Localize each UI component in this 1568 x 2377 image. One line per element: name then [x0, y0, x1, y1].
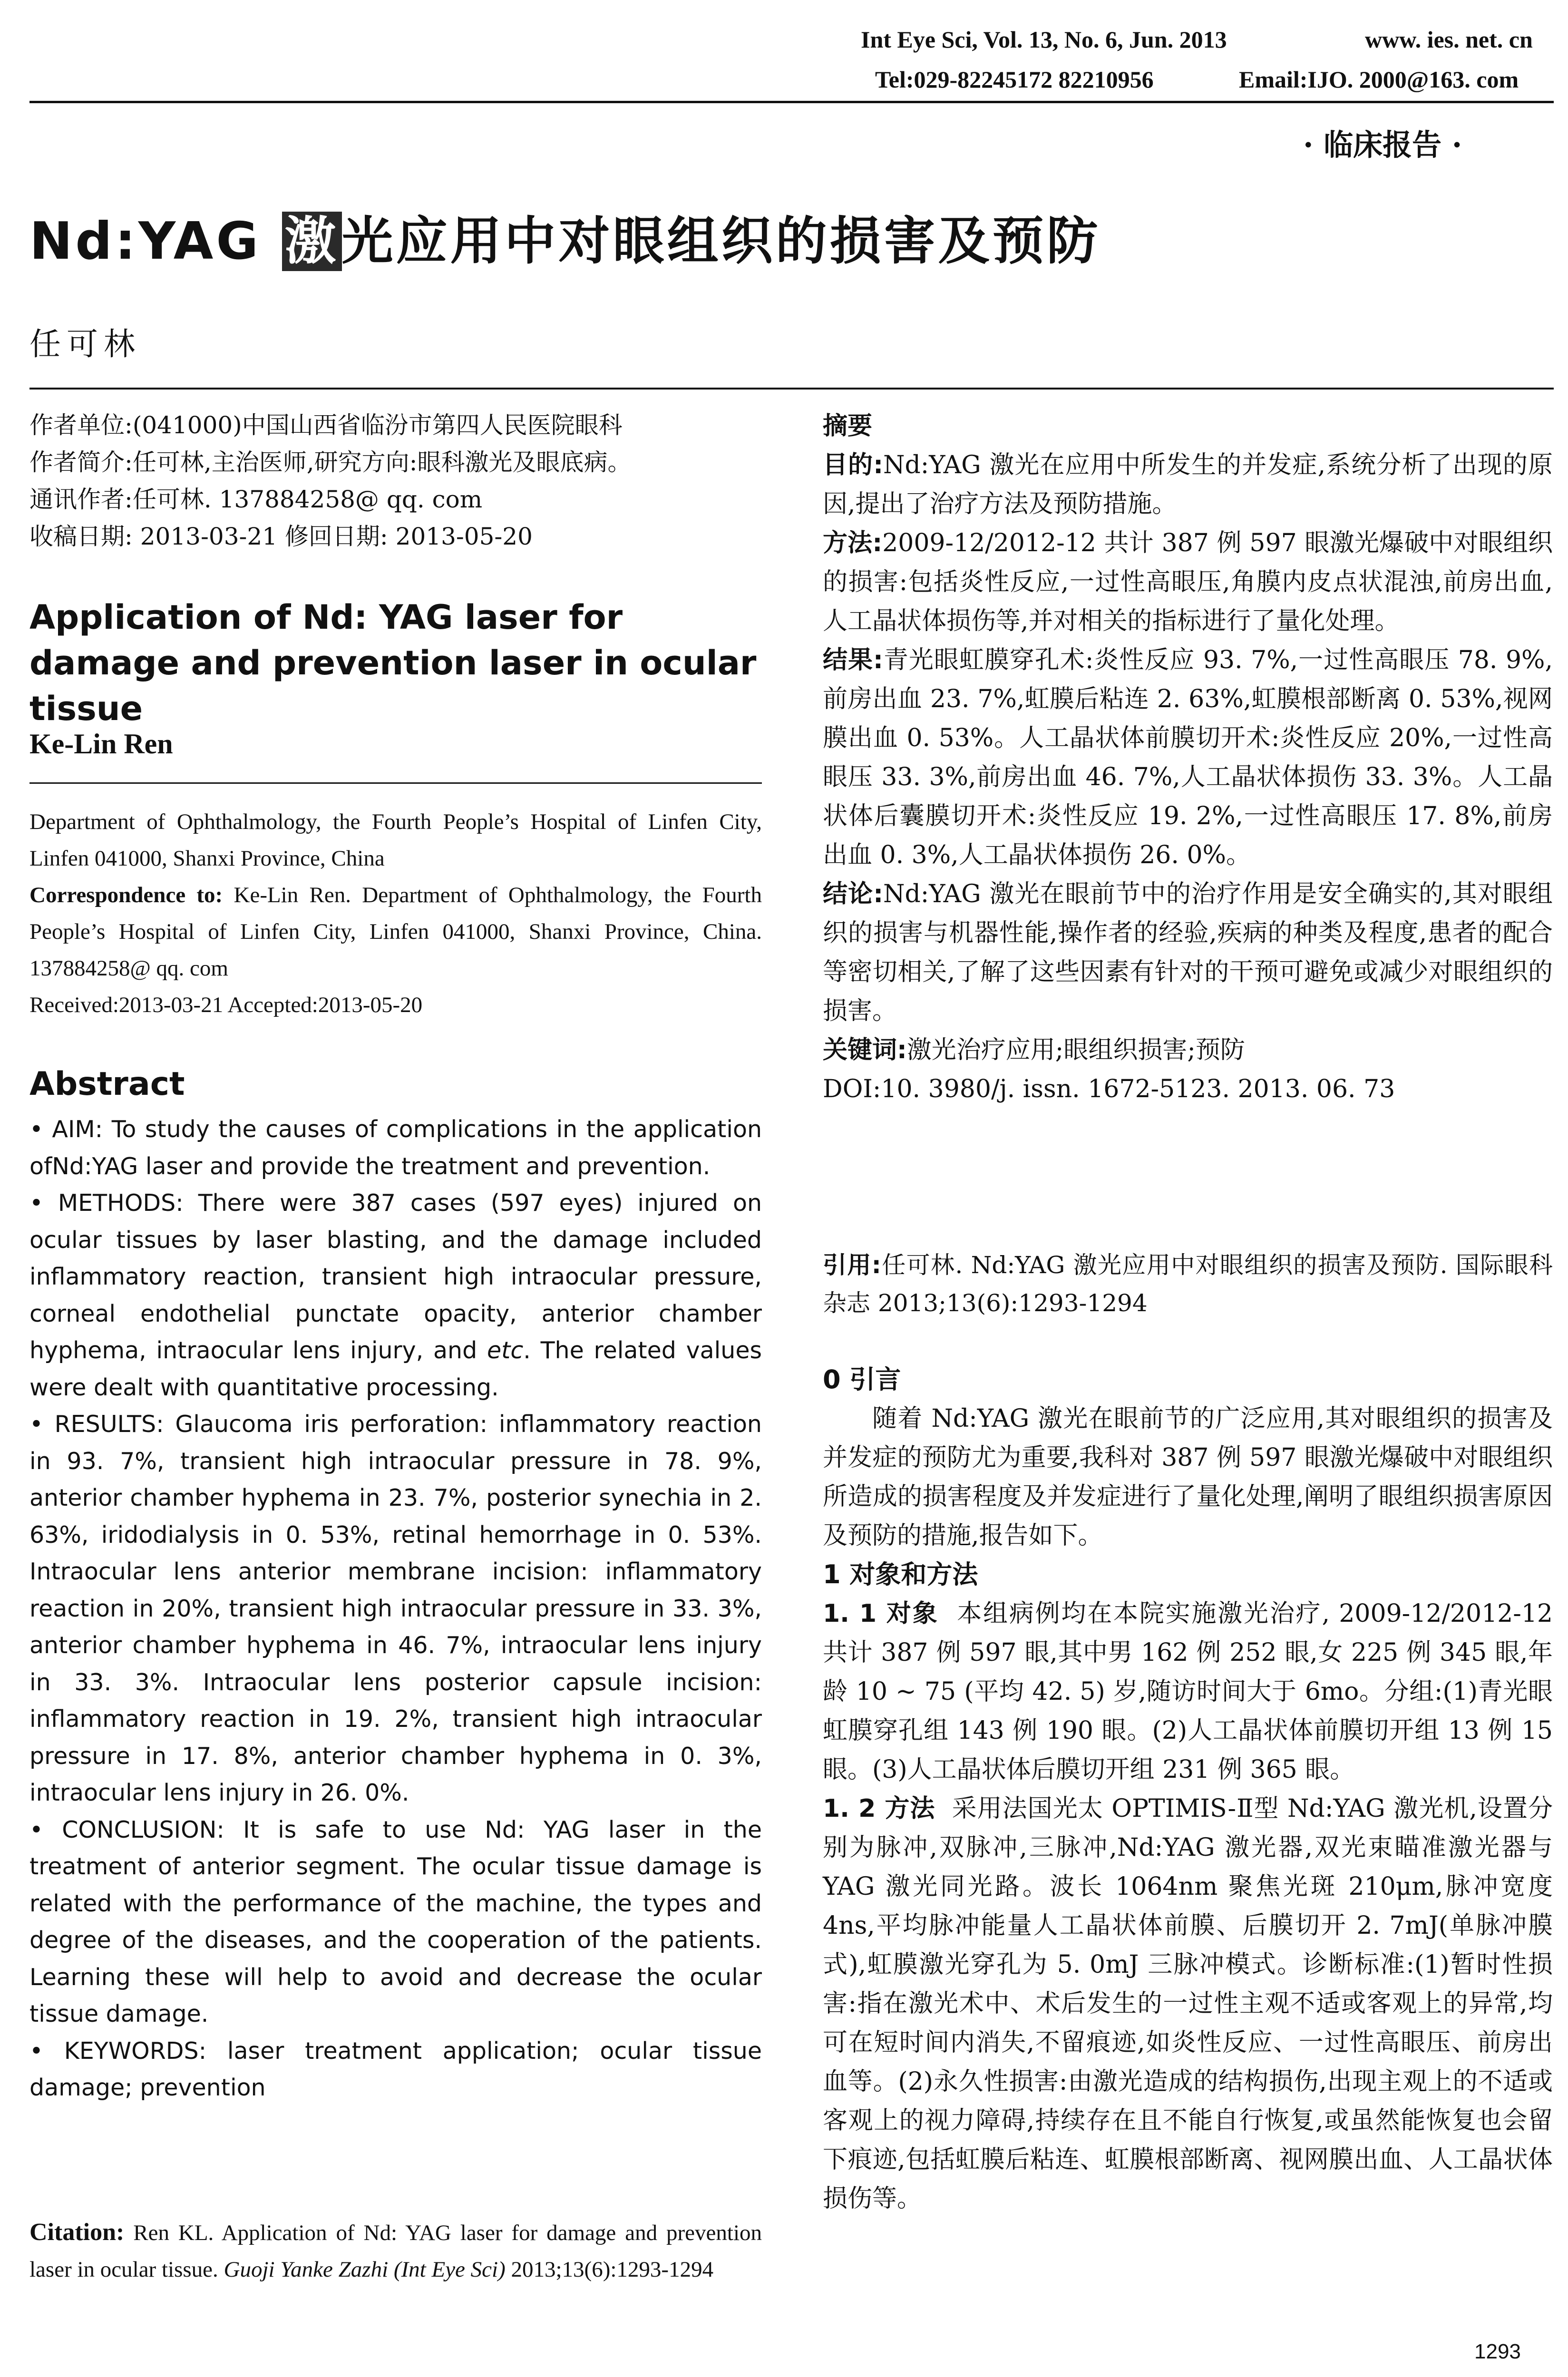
en-author-rule [29, 782, 762, 784]
zh-methods-text: 2009-12/2012-12 共计 387 例 597 眼激光爆破中对眼组织的损害:包括炎性反应,一过性高眼压,角膜内皮点状混浊,前房出血,人工晶状体损伤等,并对相关的指标进行了量化处理。 [823, 529, 1553, 635]
cn-info-unit: 作者单位:(041000)中国山西省临汾市第四人民医院眼科 [29, 411, 623, 439]
author-cn: 任可林 [29, 326, 141, 362]
affiliation-dates: Received:2013-03-21 Accepted:2013-05-20 [29, 993, 423, 1017]
zh-conclusion-text: Nd:YAG 激光在眼前节中的治疗作用是安全确实的,其对眼组织的损害与机器性能,操作者的经验,疾病的种类及程度,患者的配合等密切相关,了解了这些因素有针对的干预可避免或减少对眼组织的损害。 [823, 880, 1553, 1025]
abstract-methods [29, 1185, 762, 1406]
citation-journal: Guoji Yanke Zazhi (Int Eye Sci) [224, 2257, 506, 2282]
journal-line: Int Eye Sci, Vol. 13, No. 6, Jun. 2013 [861, 26, 1227, 53]
journal-tel: Tel:029-82245172 82210956 [875, 66, 1154, 93]
zh-keywords-text: 激光治疗应用;眼组织损害;预防 [906, 1036, 1245, 1064]
zh-citation [823, 1246, 1553, 1322]
zh-conclusion [823, 875, 1553, 1031]
body-text [823, 1360, 1553, 2218]
section11 [823, 1594, 1553, 1789]
affiliation-corr [29, 877, 762, 987]
zh-aim-text: Nd:YAG 激光在应用中所发生的并发症,系统分析了出现的原因,提出了治疗方法及预防措施。 [823, 451, 1553, 518]
affiliation [29, 804, 762, 1023]
abstract-keywords: • KEYWORDS: laser treatment application; ocular tissue damage; prevention [29, 2037, 762, 2101]
affiliation-dept: Department of Ophthalmology, the Fourth People’s Hospital of Linfen City, Linfen 041000, Shanxi Province, China [29, 809, 762, 871]
title-rule [29, 388, 1554, 390]
abstract-conclusion: • CONCLUSION: It is safe to use Nd: YAG laser in the treatment of anterior segment. The ocular tissue damage is related with the performance of the machine, the types and degree of the diseases, and the cooperation of the patients. Learning these will help to avoid and decrease the ocular tissue damage. [29, 1816, 762, 2027]
citation-label: Citation: [29, 2219, 125, 2246]
intro-paragraph: 随着 Nd:YAG 激光在眼前节的广泛应用,其对眼组织的损害及并发症的预防尤为重要,我科对 387 例 597 眼激光爆破中对眼组织所造成的损害程度及并发症进行了量化处理,阐明了眼组织损害原因及预防的措施,报告如下。 [823, 1404, 1553, 1550]
zh-aim-label: 目的: [823, 451, 883, 479]
citation-text-end: 2013;13(6):1293-1294 [505, 2257, 714, 2282]
zh-abstract [823, 407, 1553, 1109]
paper-title [29, 200, 1101, 273]
title-rest: 光应用中对眼组织的损害及预防 [341, 212, 1101, 271]
cn-info-bio: 作者简介:任可林,主治医师,研究方向:眼科激光及眼底病。 [29, 448, 632, 476]
section11-label: 1. 1 对象 [823, 1599, 939, 1628]
header-rule [29, 101, 1554, 103]
zh-keywords-label: 关键词: [823, 1036, 907, 1064]
zh-keywords [823, 1031, 1553, 1070]
zh-doi: DOI:10. 3980/j. issn. 1672-5123. 2013. 06. 73 [823, 1075, 1395, 1103]
page-number: 1293 [1474, 2340, 1521, 2363]
zh-results-label: 结果: [823, 646, 883, 674]
journal-website: www. ies. net. cn [1365, 26, 1533, 53]
section11-text: 本组病例均在本院实施激光治疗, 2009-12/2012-12 共计 387 例 597 眼,其中男 162 例 252 眼,女 225 例 345 眼,年龄 10 ~ 75 (平均 42. 5) 岁,随访时间大于 6mo。分组:(1)青光眼虹膜穿孔组 143 例 190 眼。(2)人工晶状体前膜切开组 13 例 15 眼。(3)人工晶状体后膜切开组 231 例 365 眼。 [823, 1599, 1553, 1784]
methods-text-end: . The related values were dealt with quantitative processing. [29, 1337, 762, 1401]
zh-methods [823, 524, 1553, 641]
journal-email: Email:IJO. 2000@163. com [1239, 66, 1519, 93]
methods-etc: etc [487, 1337, 524, 1364]
corr-text: Ke-Lin Ren. Department of Ophthalmology, the Fourth People’s Hospital of Linfen City, Linfen 041000, Shanxi Province, China. 137884258@ qq. com [29, 883, 762, 981]
zh-aim [823, 446, 1553, 524]
citation-text: Ren KL. Application of Nd: YAG laser for damage and prevention laser in ocular tissue. [29, 2221, 762, 2282]
citation [29, 2214, 762, 2288]
en-title: Application of Nd: YAG laser for damage and prevention laser in ocular tissue [29, 598, 757, 728]
zh-citation-text: 任可林. Nd:YAG 激光应用中对眼组织的损害及预防. 国际眼科杂志 2013;13(6):1293-1294 [823, 1251, 1553, 1317]
corr-label: Correspondence to: [29, 883, 223, 907]
intro-heading: 0 引言 [823, 1364, 901, 1394]
en-author: Ke-Lin Ren [29, 728, 173, 760]
zh-abstract-heading [823, 407, 1553, 446]
title-prefix: Nd:YAG [29, 212, 282, 271]
zh-abstract-heading-text: 摘要 [823, 412, 873, 440]
section12-text: 采用法国光太 OPTIMIS-Ⅱ型 Nd:YAG 激光机,设置分别为脉冲,双脉冲,三脉冲,Nd:YAG 激光器,双光束瞄准激光器与 YAG 激光同光路。波长 1064nm 聚焦光斑 210μm,脉冲宽度 4ns,平均脉冲能量人工晶状体前膜、后膜切开 2. 7mJ(单脉冲膜式),虹膜激光穿孔为 5. 0mJ 三脉冲模式。诊断标准:(1)暂时性损害:指在激光术中、术后发生的一过性主观不适或客观上的异常,均可在短时间内消失,不留痕迹,如炎性反应、一过性高眼压、前房出血等。(2)永久性损害:由激光造成的结构损伤,出现主观上的不适或客观上的视力障碍,持续存在且不能自行恢复,或虽然能恢复也会留下痕迹,包括虹膜后粘连、虹膜根部断离、视网膜出血、人工晶状体损伤等。 [823, 1794, 1553, 2213]
cn-info-corr: 通讯作者:任可林. 137884258@ qq. com [29, 486, 483, 513]
abstract-heading: Abstract [29, 1065, 185, 1103]
methods-text: • METHODS: There were 387 cases (597 eyes) injured on ocular tissues by laser blasting, and the damage included inflammatory reaction, transient high intraocular pressure, corneal endothelial punctate opacity, anterior chamber hyphema, intraocular lens injury, and [29, 1189, 762, 1364]
section-tag: · 临床报告 · [1303, 127, 1462, 162]
section12 [823, 1789, 1553, 2218]
section1-heading: 1 对象和方法 [823, 1559, 978, 1589]
zh-results [823, 641, 1553, 875]
cn-info-dates: 收稿日期: 2013-03-21 修回日期: 2013-05-20 [29, 523, 533, 550]
cn-info [29, 407, 771, 555]
abstract-aim: • AIM: To study the causes of complications in the application ofNd:YAG laser and provide the treatment and prevention. [29, 1116, 762, 1180]
zh-methods-label: 方法: [823, 529, 883, 557]
abstract-results: • RESULTS: Glaucoma iris perforation: inflammatory reaction in 93. 7%, transient high intraocular pressure in 78. 9%, anterior chamber hyphema in 23. 7%, posterior synechia in 2. 63%, iridodialysis in 0. 53%, retinal hemorrhage in 0. 53%. Intraocular lens anterior membrane incision: inflammatory reaction in 20%, transient high intraocular pressure in 33. 3%, anterior chamber hyphema in 46. 7%, intraocular lens injury in 33. 3%. Intraocular lens posterior capsule incision: inflammatory reaction in 19. 2%, transient high intraocular pressure in 17. 8%, anterior chamber hyphema in 0. 3%, intraocular lens injury in 26. 0%. [29, 1411, 762, 1806]
zh-conclusion-label: 结论: [823, 880, 883, 908]
zh-results-text: 青光眼虹膜穿孔术:炎性反应 93. 7%,一过性高眼压 78. 9%,前房出血 23. 7%,虹膜后粘连 2. 63%,虹膜根部断离 0. 53%,视网膜出血 0. 53%。人工晶状体前膜切开术:炎性反应 20%,一过性高眼压 33. 3%,前房出血 46. 7%,人工晶状体损伤 33. 3%。人工晶状体后囊膜切开术:炎性反应 19. 2%,一过性高眼压 17. 8%,前房出血 0. 3%,人工晶状体损伤 26. 0%。 [823, 646, 1553, 869]
abstract-body [29, 1111, 762, 2106]
title-highlight: 激 [282, 212, 342, 271]
section12-label: 1. 2 方法 [823, 1794, 935, 1823]
zh-citation-label: 引用: [823, 1251, 881, 1279]
